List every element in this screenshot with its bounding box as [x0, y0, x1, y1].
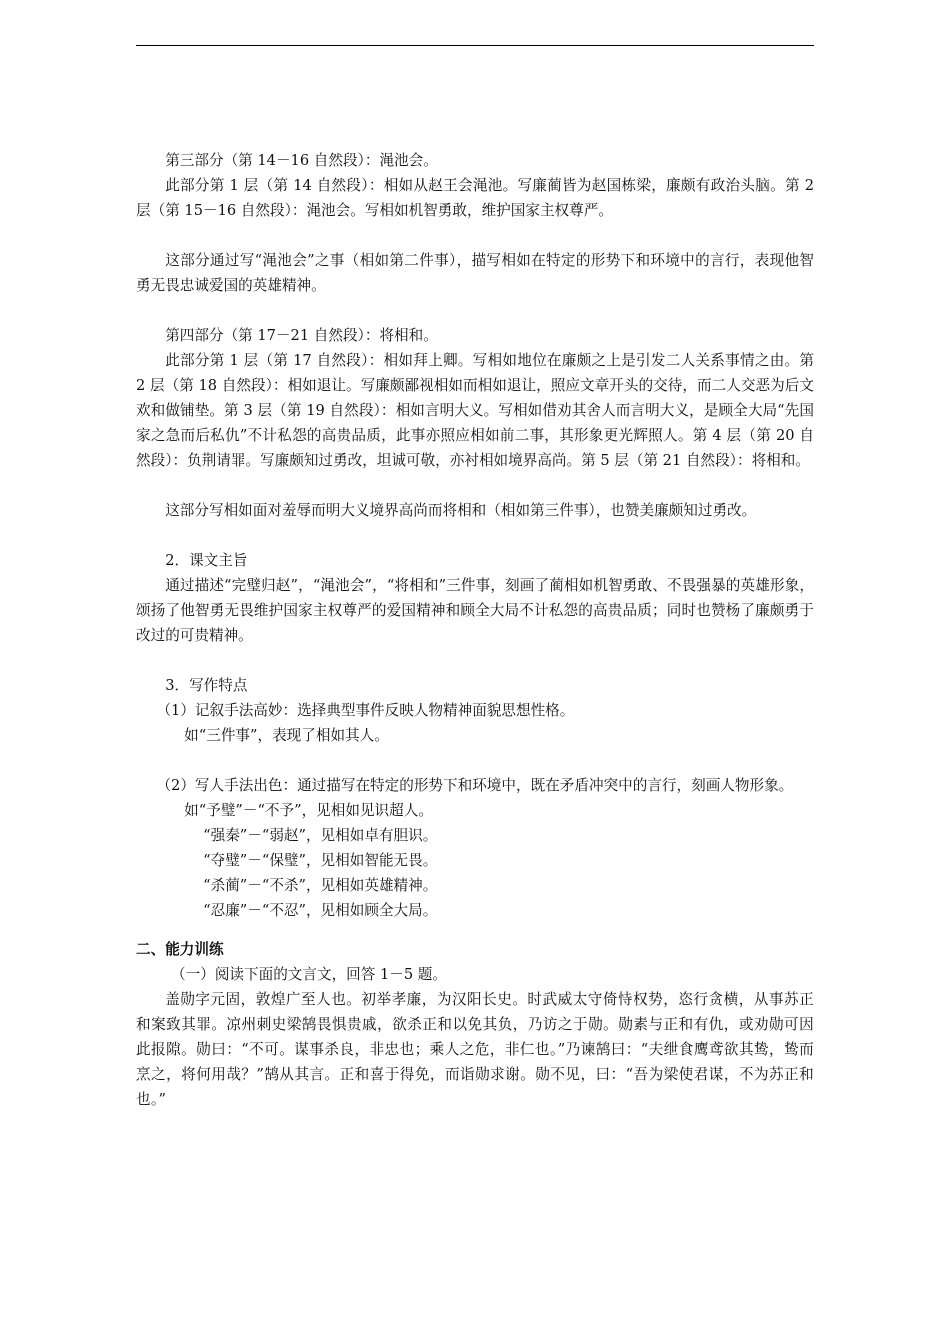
feature-example-5: “忍廉”－“不忍”，见相如顾全大局。: [203, 902, 438, 919]
part4-summary: 这部分写相如面对羞辱而明大义境界高尚而将相和（相如第三件事），也赞美廉颇知过勇改。: [165, 502, 757, 519]
theme-body: 通过描述“完璧归赵”，“渑池会”，“将相和”三件事，刻画了蔺相如机智勇敢、不畏强暴的英雄形象，颂扬了他智勇无畏维护国家主权尊严的爱国精神和顾全大局不计私怨的高贵品质；同时也赞杨了廉颇勇于改过的可贵精神。: [136, 577, 814, 644]
part3-summary: 这部分通过写“渑池会”之事（相如第二件事），描写相如在特定的形势下和环境中的言行，表现他智勇无畏忠诚爱国的英雄精神。: [136, 252, 814, 294]
section2-heading: 二、能力训练: [136, 941, 224, 958]
header-rule: [136, 45, 814, 46]
feature-item-2: （2）写人手法出色：通过描写在特定的形势下和环境中，既在矛盾冲突中的言行，刻画人物形象。: [156, 777, 794, 794]
part3-layers: 此部分第 1 层（第 14 自然段）：相如从赵王会渑池。写廉蔺皆为赵国栋梁，廉颇有政治头脑。第 2 层（第 15－16 自然段）：渑池会。写相如机智勇敢，维护国家主权尊严。: [136, 177, 814, 219]
section2-passage: 盖勋字元固，敦煌广至人也。初举孝廉，为汉阳长史。时武威太守倚恃权势，恣行贪横，从事苏正和案致其罪。凉州刺史梁鹄畏惧贵戚，欲杀正和以免其负，乃访之于勋。勋素与正和有仇，或劝勋可因此报隙。勋曰：“不可。谋事杀良，非忠也；乘人之危，非仁也。”乃谏鹄曰：“夫绁食鹰鸢欲其鸷，鸷而烹之，将何用哉？”鹄从其言。正和喜于得免，而诣勋求谢。勋不见，曰：“吾为梁使君谋，不为苏正和也。”: [136, 991, 814, 1108]
part3-title: 第三部分（第 14－16 自然段）：渑池会。: [165, 152, 438, 169]
feature-example-4: “杀蔺”－“不杀”，见相如英雄精神。: [203, 877, 438, 894]
document-body: [136, 148, 814, 1112]
feature-example-2: “强秦”－“弱赵”，见相如卓有胆识。: [203, 827, 438, 844]
theme-title: 2．课文主旨: [165, 552, 248, 569]
feature-item-1-example: 如“三件事”，表现了相如其人。: [184, 727, 389, 744]
part4-layers: 此部分第 1 层（第 17 自然段）：相如拜上卿。写相如地位在廉颇之上是引发二人关系事情之由。第 2 层（第 18 自然段）：相如退让。写廉颇鄙视相如而相如退让，照应文章开头的交待，而二人交恶为后文欢和做铺垫。第 3 层（第 19 自然段）：相如言明大义。写相如借劝其舍人而言明大义，是顾全大局“先国家之急而后私仇”不计私怨的高贵品质，此事亦照应相如前二事，其形象更光辉照人。第 4 层（第 20 自然段）：负荆请罪。写廉颇知过勇改，坦诚可敬，亦衬相如境界高尚。第 5 层（第 21 自然段）：将相和。: [136, 352, 814, 469]
feature-example-3: “夺璧”－“保璧”，见相如智能无畏。: [203, 852, 438, 869]
features-title: 3．写作特点: [165, 677, 248, 694]
feature-item-1: （1）记叙手法高妙：选择典型事件反映人物精神面貌思想性格。: [156, 702, 575, 719]
part4-title: 第四部分（第 17－21 自然段）：将相和。: [165, 327, 438, 344]
feature-example-1: 如“予璧”－“不予”，见相如见识超人。: [184, 802, 433, 819]
section2-sub: （一）阅读下面的文言文，回答 1－5 题。: [171, 966, 447, 983]
